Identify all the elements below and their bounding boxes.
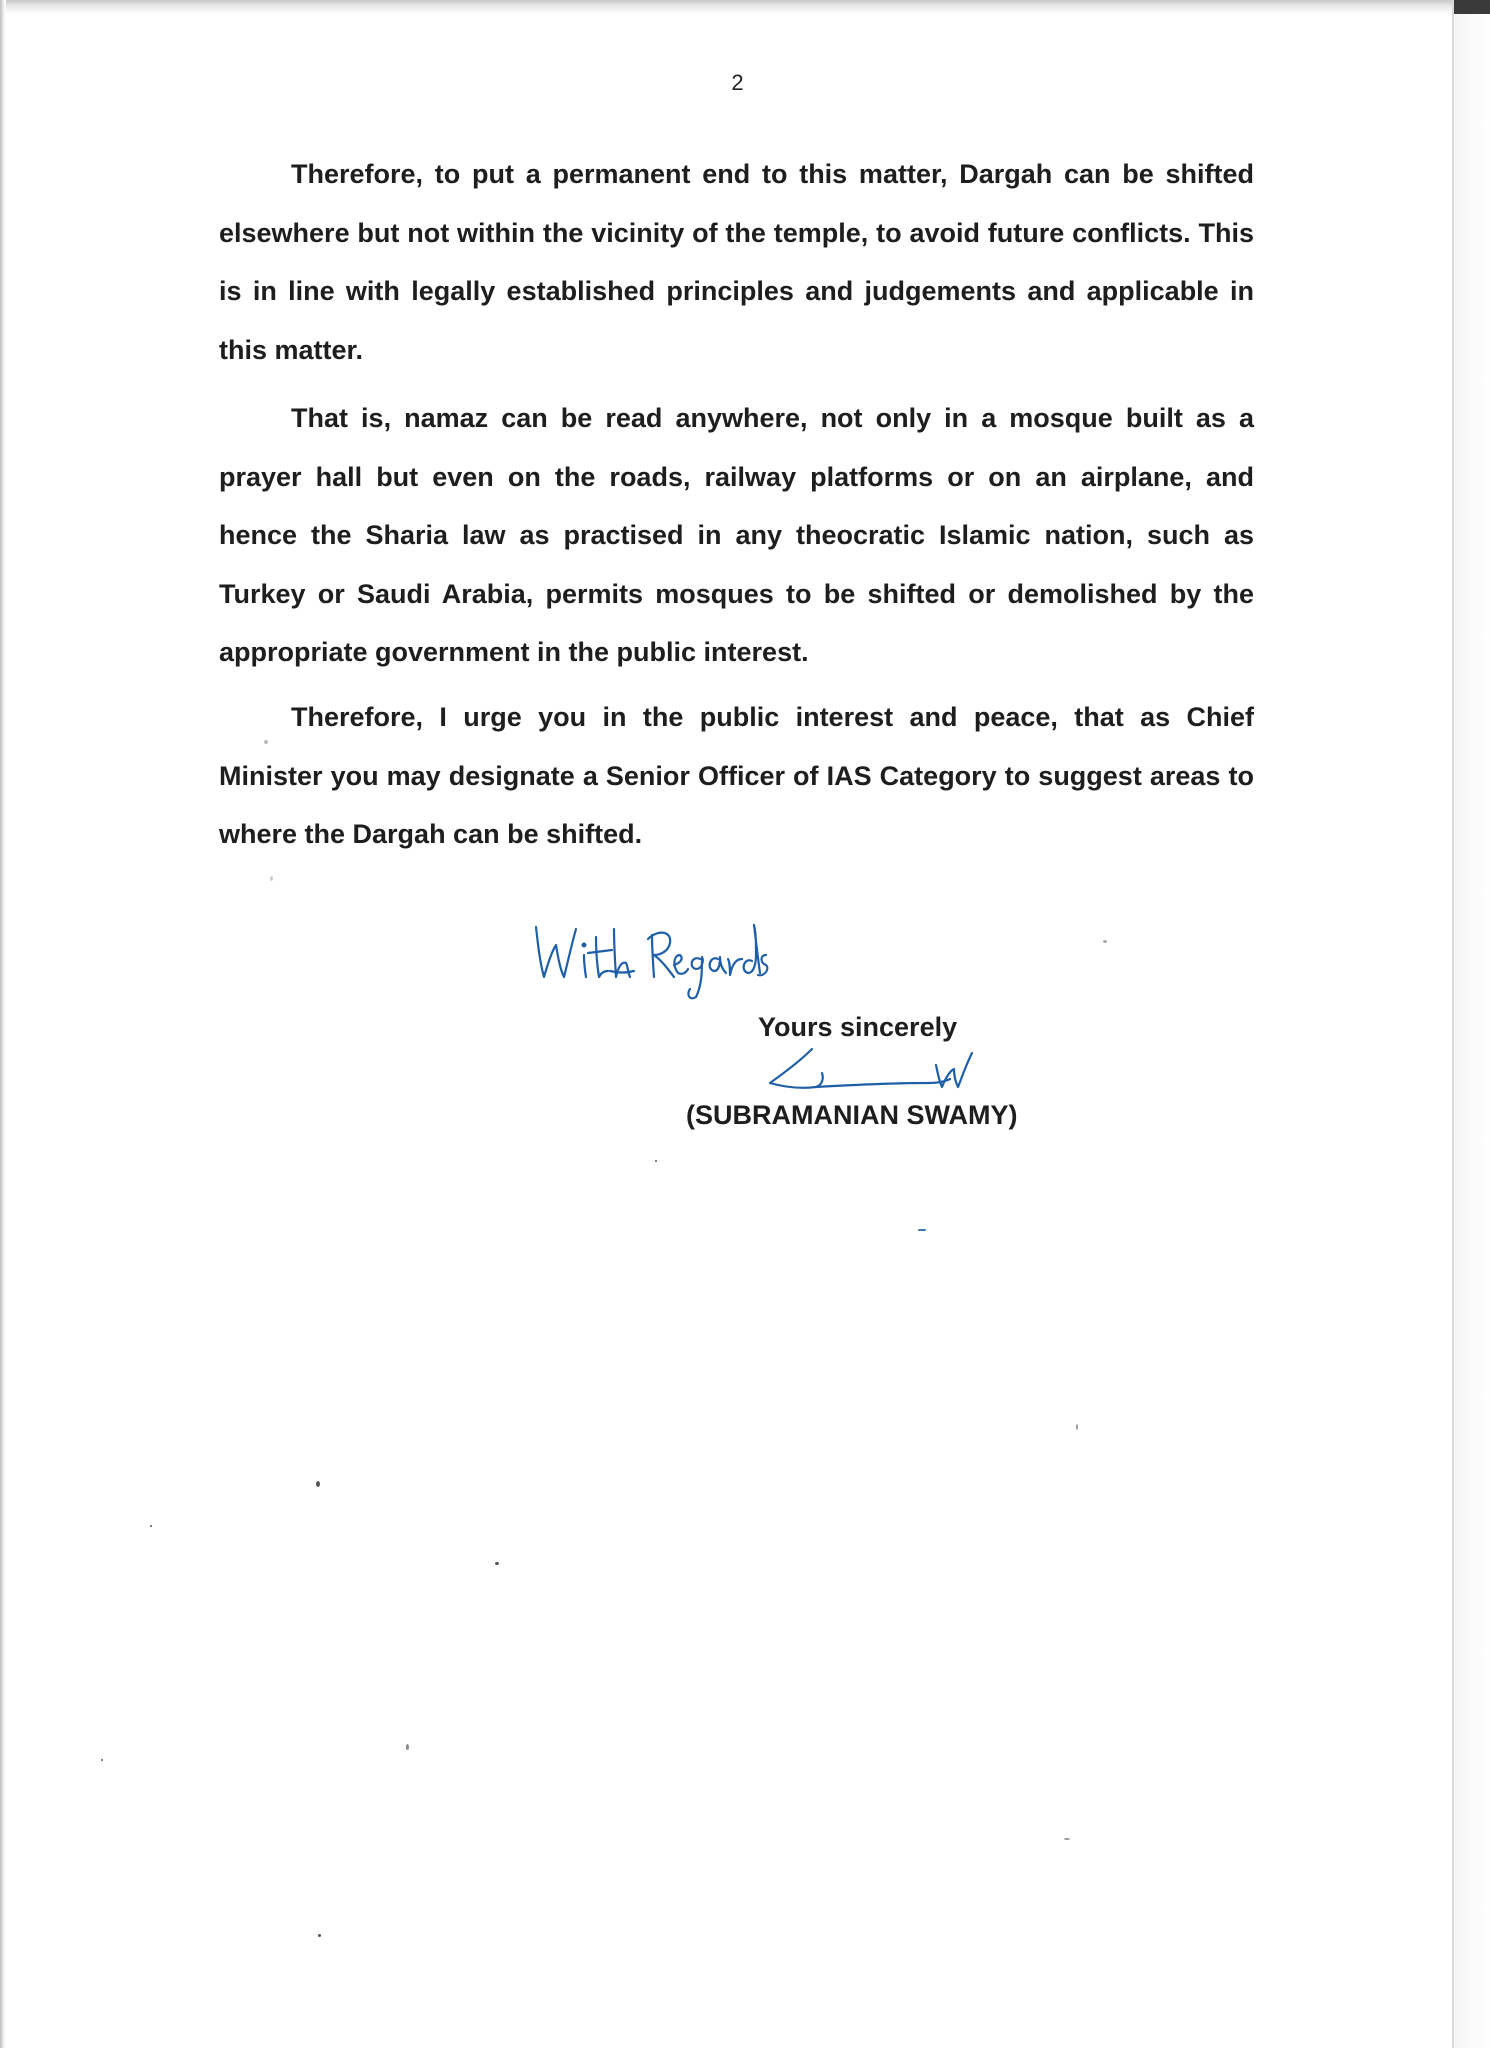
scan-speck [316, 1481, 320, 1487]
page-number: 2 [731, 70, 744, 95]
paragraph-3 [219, 688, 1254, 864]
signatory-name: (SUBRAMANIAN SWAMY) [686, 1100, 1018, 1130]
scan-speck [495, 1562, 499, 1565]
scan-speck [1076, 1424, 1078, 1430]
paragraph-1 [219, 145, 1254, 379]
scan-speck [150, 1525, 152, 1527]
signature-strokes [770, 1049, 972, 1088]
scan-speck [270, 876, 273, 881]
scan-speck [318, 1934, 321, 1937]
paragraph-2 [219, 389, 1254, 682]
handwriting-strokes [536, 925, 767, 998]
paragraph-3-text: Therefore, I urge you in the public interest and peace, that as Chief Minister you may designate a Senior Officer of IAS Category to suggest areas to where the Dargah can be shifted. [219, 702, 1254, 849]
scan-speck [1064, 1838, 1070, 1840]
scan-speck [655, 1160, 657, 1162]
scan-edge-left [0, 0, 6, 2048]
scan-edge-top [0, 0, 1490, 14]
scan-speck [918, 1229, 926, 1231]
paragraph-1-text: Therefore, to put a permanent end to this matter, Dargah can be shifted elsewhere but not within the vicinity of the temple, to avoid future conflicts. This is in line with legally established principles and judgements and applicable in this matter. [219, 159, 1254, 365]
handwritten-with-regards [530, 915, 770, 1015]
signature [760, 1045, 1000, 1105]
scan-edge-corner [1454, 0, 1490, 14]
paragraph-2-text: That is, namaz can be read anywhere, not only in a mosque built as a prayer hall but even on the roads, railway platforms or on an airplane, and hence the Sharia law as practised in any theocratic Islamic nation, such as Turkey or Saudi Arabia, permits mosques to be shifted or demolished by the appropriate government in the public interest. [219, 403, 1254, 667]
scan-speck [1103, 940, 1107, 943]
scan-edge-right [1452, 0, 1490, 2048]
scan-speck [264, 740, 268, 744]
scan-speck [406, 1744, 409, 1750]
closing-yours-sincerely: Yours sincerely [758, 1012, 958, 1042]
scan-speck [101, 1759, 103, 1761]
